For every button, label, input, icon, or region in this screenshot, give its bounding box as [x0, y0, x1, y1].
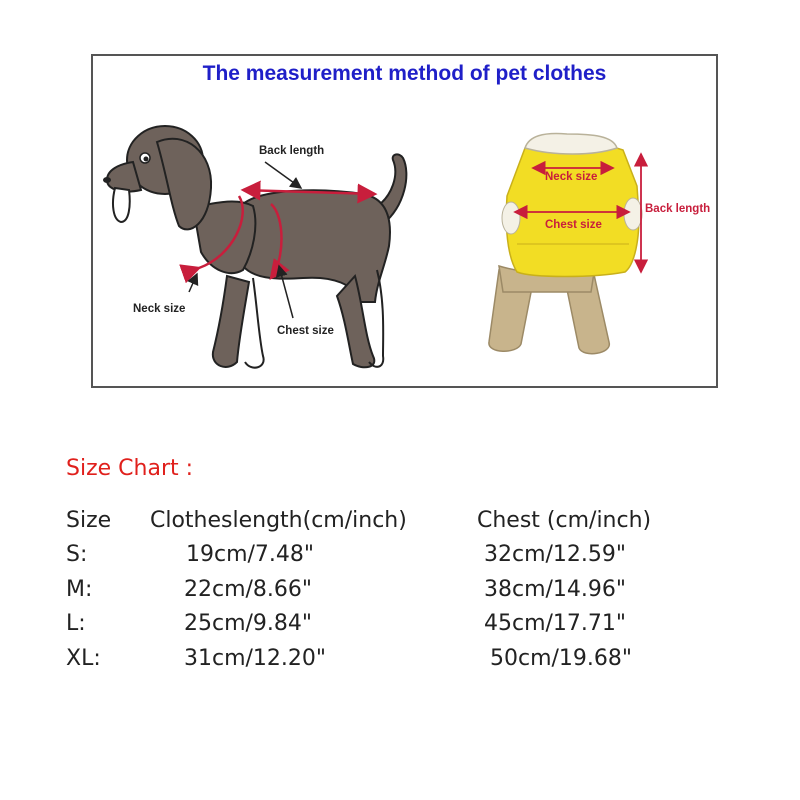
diagram-illustration: [93, 56, 716, 386]
clothes-neck-size-label: Neck size: [545, 171, 598, 183]
row-l-length: 25cm/9.84": [184, 611, 313, 636]
dog-back-length-label: Back length: [259, 145, 325, 157]
row-l-chest: 45cm/17.71": [484, 611, 627, 636]
row-s-size: S:: [66, 542, 88, 567]
header-length: Clotheslength(cm/inch): [150, 508, 407, 533]
row-xl-size: XL:: [66, 646, 101, 671]
row-l-size: L:: [66, 611, 86, 636]
row-m-chest: 38cm/14.96": [484, 577, 627, 602]
header-size: Size: [66, 508, 112, 533]
row-m-size: M:: [66, 577, 93, 602]
clothes-chest-size-label: Chest size: [545, 219, 602, 231]
row-s-length: 19cm/7.48": [186, 542, 315, 567]
row-m-length: 22cm/8.66": [184, 577, 313, 602]
dog-chest-size-label: Chest size: [277, 325, 334, 337]
row-xl-chest: 50cm/19.68": [490, 646, 633, 671]
row-xl-length: 31cm/12.20": [184, 646, 327, 671]
dog-illustration: [103, 126, 406, 368]
dog-neck-size-label: Neck size: [133, 303, 186, 315]
row-s-chest: 32cm/12.59": [484, 542, 627, 567]
diagram-title: The measurement method of pet clothes: [202, 62, 607, 85]
size-chart-title: Size Chart :: [66, 456, 194, 481]
measurement-diagram: [91, 54, 718, 388]
clothes-back-length-label: Back length: [645, 203, 711, 215]
clothes-illustration: [489, 134, 710, 354]
header-chest: Chest (cm/inch): [477, 508, 652, 533]
